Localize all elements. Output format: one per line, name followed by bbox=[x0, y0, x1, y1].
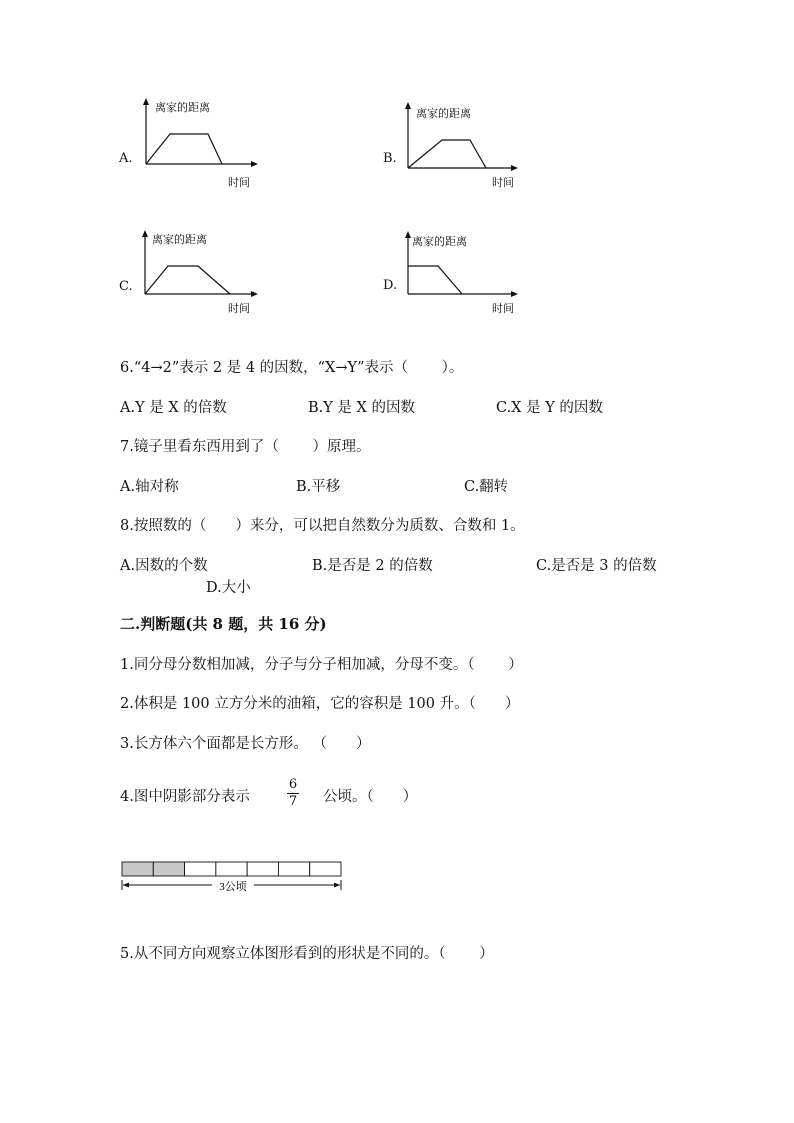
bar-total-label: 3公顷 bbox=[219, 881, 247, 893]
question-7: 7.镜子里看东西用到了（ ）原理。 bbox=[120, 439, 371, 455]
fraction-six-sevenths bbox=[286, 777, 300, 810]
graph-label: D. bbox=[383, 278, 398, 293]
q8-option-d[interactable]: D.大小 bbox=[206, 580, 251, 596]
graph-a bbox=[118, 96, 268, 191]
y-axis-label: 离家的距离 bbox=[152, 233, 207, 246]
q7-option-b[interactable]: B.平移 bbox=[296, 479, 341, 495]
fraction-denominator: 7 bbox=[288, 794, 298, 809]
tf-question-4-prefix: 4.图中阴影部分表示 bbox=[120, 789, 250, 805]
q6-option-c[interactable]: C.X 是 Y 的因数 bbox=[496, 400, 603, 416]
distance-time-plot bbox=[382, 98, 532, 178]
question-8: 8.按照数的（ ）来分，可以把自然数分为质数、合数和 1。 bbox=[120, 518, 525, 534]
graph-d bbox=[382, 227, 532, 322]
y-axis-label: 离家的距离 bbox=[416, 107, 471, 120]
tf-question-5: 5.从不同方向观察立体图形看到的形状是不同的。（ ） bbox=[120, 946, 494, 962]
tf-question-3: 3.长方体六个面都是长方形。 （ ） bbox=[120, 736, 371, 752]
distance-time-plot bbox=[382, 227, 532, 307]
q6-option-b[interactable]: B.Y 是 X 的因数 bbox=[308, 400, 415, 416]
q6-option-a[interactable]: A.Y 是 X 的倍数 bbox=[120, 400, 227, 416]
q7-option-a[interactable]: A.轴对称 bbox=[120, 479, 179, 495]
graph-label: C. bbox=[119, 279, 133, 294]
bar-cell bbox=[310, 862, 341, 876]
hectare-bar-diagram bbox=[120, 860, 350, 900]
x-axis-label: 时间 bbox=[228, 176, 250, 189]
q7-option-c[interactable]: C.翻转 bbox=[464, 479, 509, 495]
y-axis-label: 离家的距离 bbox=[412, 235, 467, 248]
bar-cell-shaded bbox=[153, 862, 184, 876]
distance-time-plot bbox=[118, 96, 268, 176]
y-axis-label: 离家的距离 bbox=[155, 101, 210, 114]
tf-question-2: 2.体积是 100 立方分米的油箱，它的容积是 100 升。（ ） bbox=[120, 696, 520, 712]
bar-cell-shaded bbox=[122, 862, 153, 876]
x-axis-label: 时间 bbox=[228, 302, 250, 315]
question-6: 6.“4→2”表示 2 是 4 的因数，“X→Y”表示（ ）。 bbox=[120, 360, 464, 376]
tf-question-4-suffix: 公顷。（ ） bbox=[323, 789, 418, 805]
graph-c bbox=[118, 225, 268, 320]
bar-cell bbox=[216, 862, 247, 876]
bar-cell bbox=[278, 862, 309, 876]
graph-label: B. bbox=[383, 151, 397, 166]
bar-cell bbox=[247, 862, 278, 876]
fraction-numerator: 6 bbox=[288, 777, 298, 792]
distance-time-plot bbox=[118, 225, 268, 305]
x-axis-label: 时间 bbox=[492, 176, 514, 189]
section-title-true-false: 二.判断题(共 8 题，共 16 分) bbox=[120, 615, 327, 633]
q8-option-a[interactable]: A.因数的个数 bbox=[120, 558, 208, 574]
bar-cell bbox=[185, 862, 216, 876]
x-axis-label: 时间 bbox=[492, 302, 514, 315]
q8-option-c[interactable]: C.是否是 3 的倍数 bbox=[536, 558, 657, 574]
q8-option-b[interactable]: B.是否是 2 的倍数 bbox=[312, 558, 433, 574]
graph-b bbox=[382, 98, 532, 193]
graph-label: A. bbox=[119, 151, 133, 166]
tf-question-1: 1.同分母分数相加减，分子与分子相加减，分母不变。（ ） bbox=[120, 657, 523, 673]
